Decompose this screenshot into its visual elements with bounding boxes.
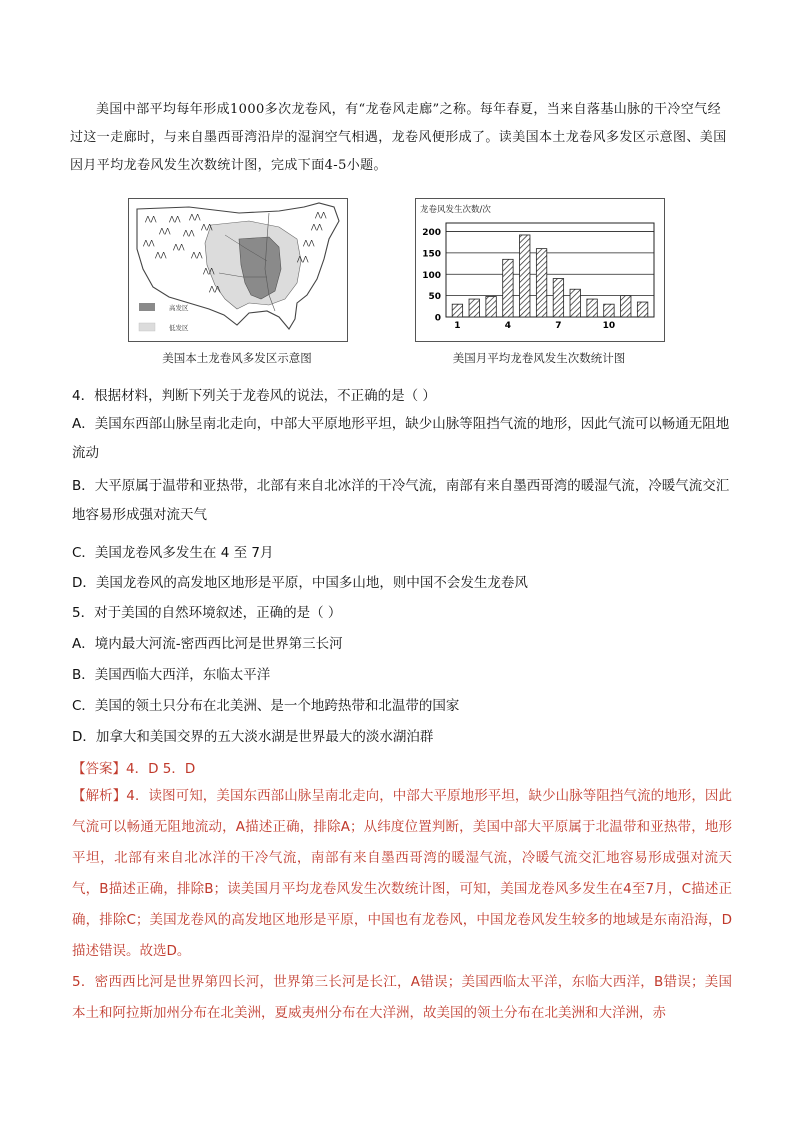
y-tick-label: 0: [434, 313, 441, 324]
q4-option-a: A．美国东西部山脉呈南北走向，中部大平原地形平坦，缺少山脉等阻挡气流的地形，因此气流可以畅通无阻地流动: [72, 416, 730, 461]
chart-bars: [452, 235, 648, 317]
x-tick-label: 10: [602, 321, 616, 331]
svg-text:⋀⋀: ⋀⋀: [311, 223, 323, 231]
q5-option-b: B．美国西临大西洋，东临太平洋: [72, 667, 271, 683]
bar-month-8: [570, 289, 580, 317]
svg-text:⋀⋀: ⋀⋀: [315, 211, 327, 219]
q4-option-d: D．美国龙卷风的高发地区地形是平原，中国多山地，则中国不会发生龙卷风: [72, 575, 528, 591]
svg-text:⋀⋀: ⋀⋀: [173, 243, 185, 251]
bar-month-1: [452, 304, 462, 317]
bar-month-11: [621, 296, 631, 317]
chart-y-ticks: [422, 228, 441, 323]
svg-text:⋀⋀: ⋀⋀: [191, 251, 203, 259]
usa-map: [129, 199, 347, 341]
analysis-q4: 【解析】4．读图可知，美国东西部山脉呈南北走向，中部大平原地形平坦，缺少山脉等阻挡气流的地形，因此气流可以畅通无阻地流动，A描述正确，排除A；从纬度位置判断，美国中部大平原属于北温带和亚热带，地形平坦，北部有来自北冰洋的干冷气流，南部有来自墨西哥湾的暖湿气流，冷暖气流交汇地容易形成强对流天气，B描述正确，排除B；读美国月平均龙卷风发生次数统计图，可知，美国龙卷风多发生在4至7月，C描述正确，排除C；美国龙卷风的高发地区地形是平原，中国也有龙卷风，中国龙卷风发生较多的地域是东南沿海，D描述错误。故选D。: [72, 788, 732, 959]
bar-month-5: [520, 235, 530, 317]
bar-month-10: [604, 304, 614, 317]
map-caption: 美国本土龙卷风多发区示意图: [162, 351, 312, 365]
bar-month-3: [486, 296, 496, 317]
analysis-block: [72, 781, 732, 1029]
q4-option-b: B．大平原属于温带和亚热带，北部有来自北冰洋的干冷气流，南部有来自墨西哥湾的暖湿气流，冷暖气流交汇地容易形成强对流天气: [72, 478, 730, 523]
legend-high-swatch: [139, 303, 155, 311]
svg-text:⋀⋀: ⋀⋀: [155, 251, 167, 259]
svg-text:⋀⋀: ⋀⋀: [159, 227, 171, 235]
y-tick-label: 100: [422, 270, 441, 281]
svg-text:⋀⋀: ⋀⋀: [303, 239, 315, 247]
svg-text:⋀⋀: ⋀⋀: [209, 285, 221, 293]
answer-line: 【答案】4．D 5．D: [72, 761, 196, 777]
q5-option-d: D．加拿大和美国交界的五大淡水湖是世界最大的淡水湖泊群: [72, 729, 434, 745]
bar-month-9: [587, 299, 597, 317]
svg-text:⋀⋀: ⋀⋀: [169, 215, 181, 223]
svg-text:⋀⋀: ⋀⋀: [203, 267, 215, 275]
x-tick-label: 7: [555, 321, 562, 331]
legend-low-swatch: [139, 323, 155, 331]
q5-option-c: C．美国的领土只分布在北美洲、是一个地跨热带和北温带的国家: [72, 698, 460, 714]
y-tick-label: 150: [422, 249, 441, 260]
q5-stem: 5．对于美国的自然环境叙述，正确的是（ ）: [72, 605, 342, 621]
q4-stem: 4．根据材料，判断下列关于龙卷风的说法，不正确的是（ ）: [72, 388, 436, 404]
svg-text:⋀⋀: ⋀⋀: [183, 229, 195, 237]
svg-text:⋀⋀: ⋀⋀: [145, 215, 157, 223]
analysis-q5: 5．密西西比河是世界第四长河，世界第三长河是长江，A错误；美国西临太平洋，东临大西洋，B错误；美国本土和阿拉斯加州分布在北美洲，夏威夷州分布在大洋洲，故美国的领土分布在北美洲和大洋洲，赤: [72, 974, 732, 1021]
q5-option-a: A．境内最大河流-密西西比河是世界第三长河: [72, 636, 343, 652]
svg-text:⋀⋀: ⋀⋀: [201, 223, 213, 231]
svg-text:⋀⋀: ⋀⋀: [189, 213, 201, 221]
intro-paragraph: [70, 96, 730, 180]
chart-title: 龙卷风发生次数/次: [420, 205, 491, 215]
svg-text:⋀⋀: ⋀⋀: [143, 239, 155, 247]
bar-month-12: [637, 302, 647, 317]
chart-x-ticks: [454, 321, 615, 331]
q4-option-c: C．美国龙卷风多发生在 4 至 7月: [72, 545, 274, 561]
bar-month-6: [536, 249, 546, 317]
x-tick-label: 4: [504, 321, 512, 331]
bar-month-7: [553, 279, 563, 317]
x-tick-label: 1: [454, 321, 461, 331]
bar-month-2: [469, 299, 479, 317]
tornado-bar-chart: [416, 199, 664, 341]
y-tick-label: 50: [428, 292, 441, 303]
bar-month-4: [503, 259, 513, 317]
y-tick-label: 200: [422, 228, 441, 239]
chart-caption: 美国月平均龙卷风发生次数统计图: [452, 351, 626, 365]
legend-low-label: 低发区: [169, 324, 189, 332]
intro-text: 美国中部平均每年形成1000多次龙卷风，有“龙卷风走廊”之称。每年春夏，当来自落基山脉的干冷空气经过这一走廊时，与来自墨西哥湾沿岸的湿润空气相遇，龙卷风便形成了。读美国本土龙卷风多发区示意图、美国因月平均龙卷风发生次数统计图，完成下面4-5小题。: [70, 102, 727, 173]
legend-high-label: 高发区: [169, 304, 189, 312]
svg-text:⋀⋀: ⋀⋀: [297, 255, 309, 263]
tornado-bar-chart-figure: [415, 198, 665, 342]
tornado-map-figure: [128, 198, 348, 342]
